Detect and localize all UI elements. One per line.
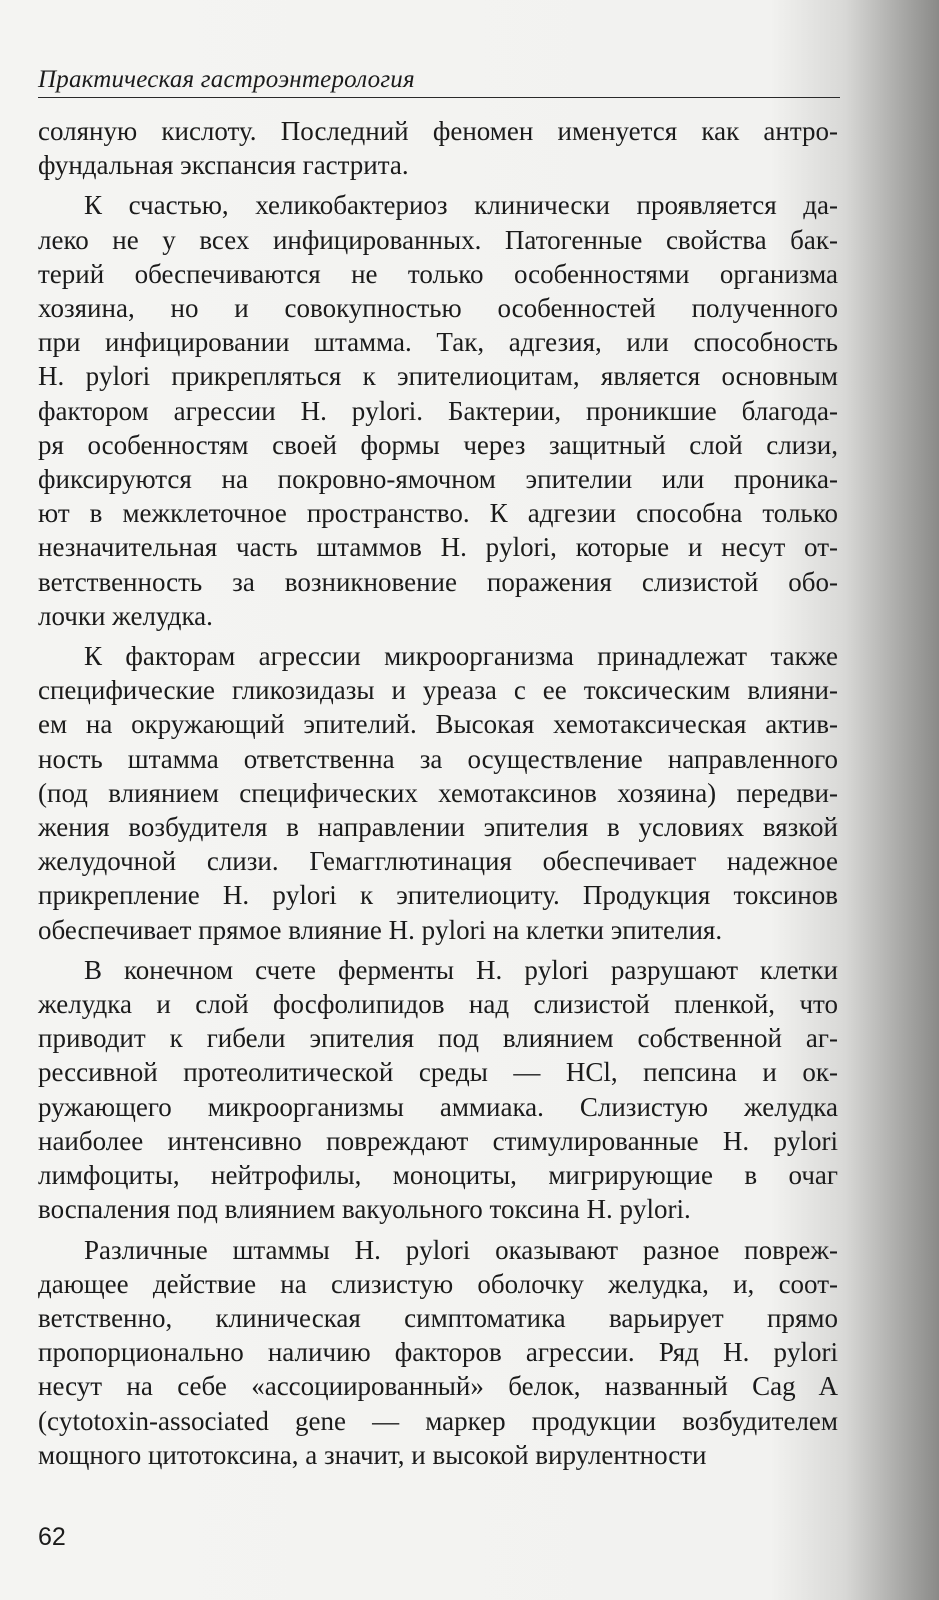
text-line: специфические гликозидазы и уреаза с ее токсическим влияни- [38,675,838,706]
paragraph [38,1233,838,1472]
text-line: лочки желудка. [38,600,213,631]
text-line: мощного цитотоксина, а значит, и высокой вирулентности [38,1439,707,1470]
text-line: приводит к гибели эпителия под влиянием собственной аг- [38,1023,838,1054]
text-line: прикрепление H. pylori к эпителиоциту. Продукция токсинов [38,880,838,911]
text-line: К факторам агрессии микроорганизма принадлежат также [84,641,838,672]
paragraph [38,953,838,1227]
text-line: К счастью, хеликобактериоз клинически проявляется да- [84,190,838,221]
text-line: рессивной протеолитической среды — HCl, пепсина и ок- [38,1057,838,1088]
text-line: желудка и слой фосфолипидов над слизистой пленкой, что [38,989,838,1020]
text-line: ем на окружающий эпителий. Высокая хемотаксическая актив- [38,709,838,740]
text-line: желудочной слизи. Гемагглютинация обеспечивает надежное [38,846,838,877]
text-line: при инфицировании штамма. Так, адгезия, или способность [38,327,838,358]
text-line: соляную кислоту. Последний феномен именуется как антро- [38,116,838,146]
text-line: H. pylori прикрепляться к эпителиоцитам, является основным [38,361,838,392]
text-line: В конечном счете ферменты H. pylori разрушают клетки [84,954,838,985]
text-line: ветственно, клиническая симптоматика варьирует прямо [38,1302,838,1333]
paragraph [38,114,838,182]
text-line: пропорционально наличию факторов агрессии. Ряд H. pylori [38,1337,838,1368]
page-number: 62 [38,1523,66,1551]
text-line: дающее действие на слизистую оболочку желудка, и, соот- [38,1268,838,1299]
running-header: Практическая гастроэнтерология [38,66,840,98]
text-line: воспаления под влиянием вакуольного токсина H. pylori. [38,1194,691,1225]
text-line: наиболее интенсивно повреждают стимулированные H. pylori [38,1125,838,1156]
text-line: жения возбудителя в направлении эпителия в условиях вязкой [38,812,838,843]
text-line: ют в межклеточное пространство. К адгезии способна только [38,498,838,529]
text-line: фиксируются на покровно-ямочном эпителии или проника- [38,464,838,495]
paragraph [38,639,838,947]
text-line: незначительная часть штаммов H. pylori, которые и несут от- [38,532,838,563]
text-line: леко не у всех инфицированных. Патогенные свойства бак- [38,224,838,255]
text-line: несут на себе «ассоциированный» белок, названный Cag A [38,1371,838,1402]
text-line: фактором агрессии H. pylori. Бактерии, проникшие благода- [38,395,838,426]
text-line: терий обеспечиваются не только особенностями организма [38,258,838,289]
text-line: ря особенностям своей формы через защитный слой слизи, [38,429,838,460]
text-line: ружающего микроорганизмы аммиака. Слизистую желудка [38,1091,838,1122]
text-line: лимфоциты, нейтрофилы, моноциты, мигрирующие в очаг [38,1160,838,1191]
text-line: хозяина, но и совокупностью особенностей полученного [38,293,838,324]
text-line: обеспечивает прямое влияние H. pylori на клетки эпителия. [38,914,723,945]
body-text [38,114,838,1472]
text-line: (под влиянием специфических хемотаксинов хозяина) передви- [38,777,838,808]
text-line: (cytotoxin-associated gene — маркер продукции возбудителем [38,1405,838,1436]
paragraph [38,188,838,633]
text-line: Различные штаммы H. pylori оказывают разное повреж- [84,1234,838,1265]
text-line: ность штамма ответственна за осуществление направленного [38,743,838,774]
text-line: ветственность за возникновение поражения слизистой обо- [38,566,838,597]
text-line: фундальная экспансия гастрита. [38,150,409,181]
